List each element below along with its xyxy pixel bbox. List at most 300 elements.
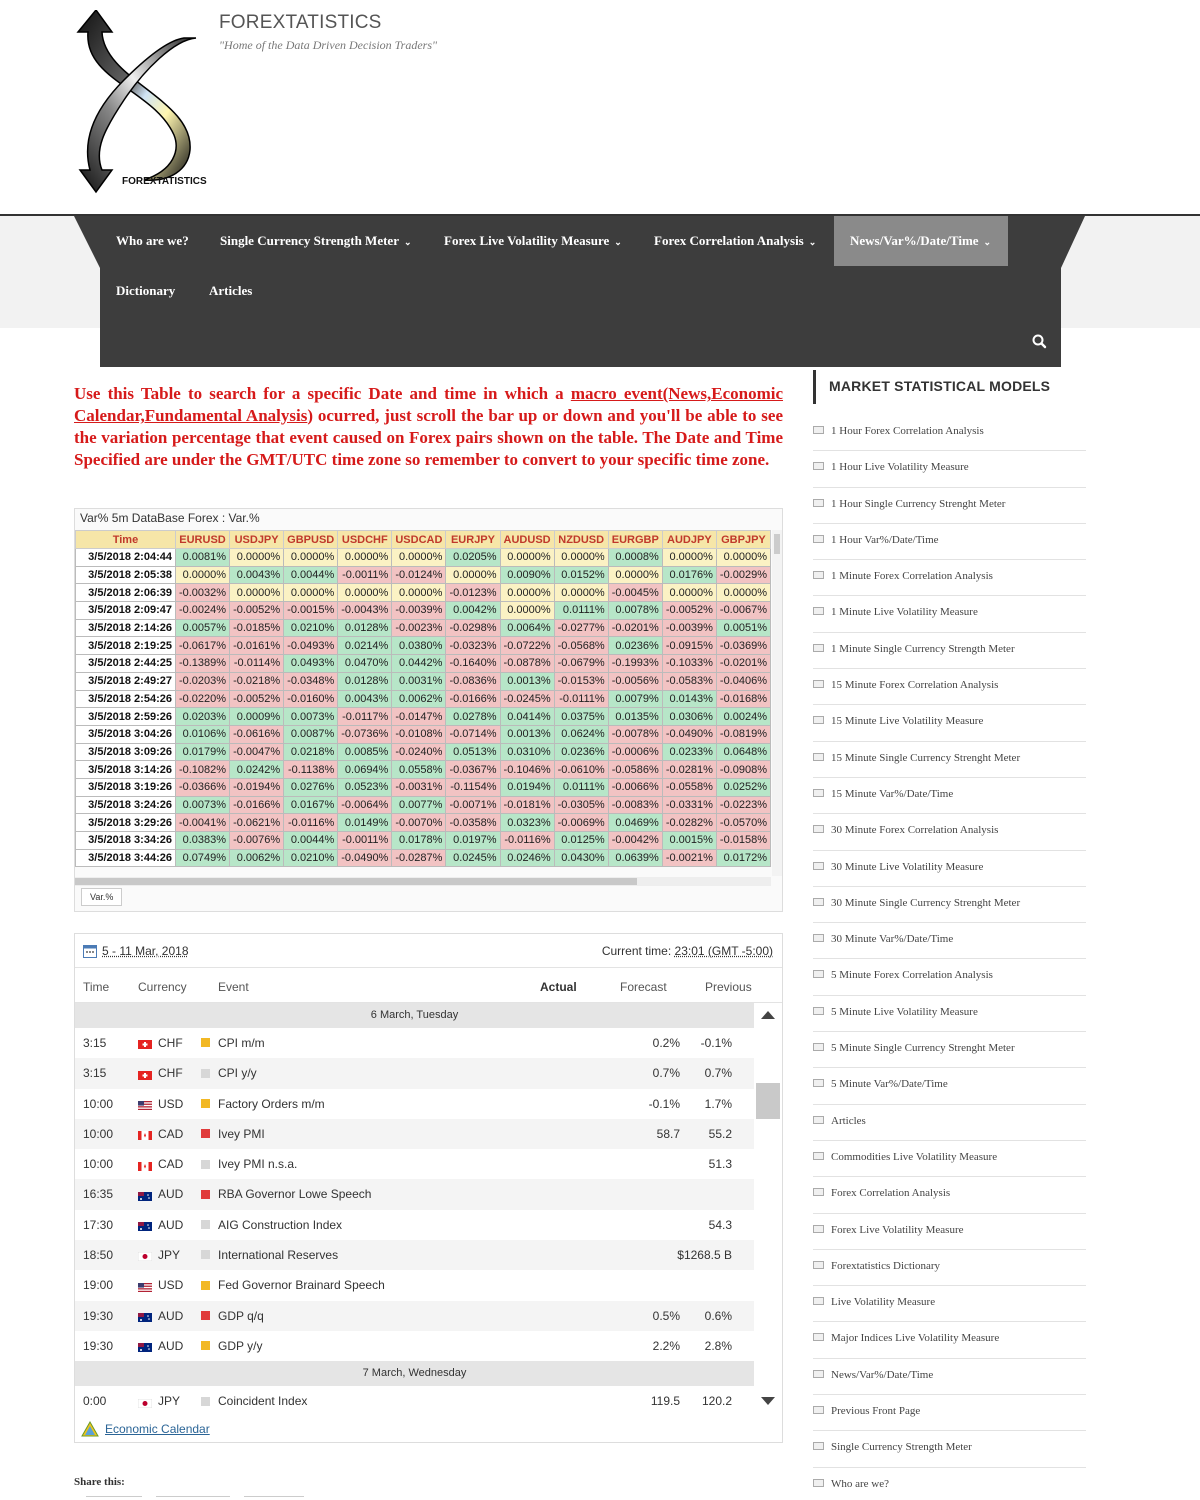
flag-ca-icon	[138, 1129, 152, 1138]
var-cell: 0.0000%	[392, 549, 446, 567]
calendar-event-row[interactable]	[75, 1331, 754, 1361]
var-cell: 0.0125%	[554, 832, 608, 850]
sidebar-link[interactable]	[813, 1395, 1086, 1431]
table-row	[76, 672, 771, 690]
search-icon[interactable]	[1030, 332, 1050, 352]
var-cell: -0.1993%	[608, 655, 662, 673]
page-icon	[813, 716, 824, 724]
event-currency	[138, 1066, 183, 1080]
table-row	[76, 814, 771, 832]
var-cell: -0.0158%	[716, 832, 770, 850]
var-cell: 0.0043%	[230, 566, 284, 584]
event-name	[201, 1127, 265, 1141]
calendar-event-row[interactable]	[75, 1028, 754, 1058]
var-cell: -0.0029%	[716, 566, 770, 584]
var-cell: -0.0011%	[338, 832, 392, 850]
sidebar-link[interactable]	[813, 1105, 1086, 1141]
scrollbar-thumb[interactable]	[756, 1083, 780, 1119]
sidebar-link[interactable]	[813, 1359, 1086, 1395]
var-cell: -0.0610%	[554, 761, 608, 779]
sidebar-link[interactable]	[813, 1322, 1086, 1358]
row-timestamp: 3/5/2018 2:14:26	[76, 619, 176, 637]
var-cell: 0.0149%	[338, 814, 392, 832]
share-buttons	[86, 1496, 306, 1500]
var-cell: 0.0000%	[662, 584, 716, 602]
calendar-event-row[interactable]	[75, 1210, 754, 1240]
var-cell: 0.0242%	[230, 761, 284, 779]
scroll-down-arrow-icon[interactable]	[761, 1397, 775, 1405]
importance-high-icon	[201, 1190, 210, 1199]
page-icon	[813, 1116, 824, 1124]
page-icon	[813, 1333, 824, 1341]
nav-item-forex-correlation-analysis[interactable]	[638, 216, 832, 266]
var-cell: -0.0836%	[446, 672, 500, 690]
share-button[interactable]	[86, 1496, 142, 1500]
page-icon	[813, 1007, 824, 1015]
sidebar-link-label: Single Currency Strength Meter	[831, 1441, 972, 1454]
sidebar-link[interactable]	[813, 415, 1086, 451]
currency-code: AUD	[158, 1308, 184, 1323]
var-cell: 0.0128%	[338, 619, 392, 637]
nav-item-dictionary[interactable]	[100, 266, 191, 316]
nav-wing-left	[74, 216, 100, 268]
calendar-event-row[interactable]	[75, 1301, 754, 1331]
sidebar-link-label: Commodities Live Volatility Measure	[831, 1150, 998, 1163]
row-timestamp: 3/5/2018 3:19:26	[76, 778, 176, 796]
importance-low-icon	[201, 1397, 210, 1406]
calendar-event-row[interactable]	[75, 1386, 754, 1413]
share-button[interactable]	[244, 1496, 304, 1500]
var-cell: 0.0218%	[284, 743, 338, 761]
event-time: 10:00	[83, 1096, 114, 1111]
var-cell: 0.0558%	[392, 761, 446, 779]
var-cell: -0.0043%	[338, 602, 392, 620]
sidebar-link[interactable]	[813, 524, 1086, 560]
sidebar-list	[813, 415, 1086, 1500]
var-cell: -0.0915%	[662, 637, 716, 655]
chevron-down-icon: ⌄	[403, 237, 412, 247]
sidebar-link[interactable]	[813, 1214, 1086, 1250]
sidebar-link[interactable]	[813, 778, 1086, 814]
calendar-event-row[interactable]	[75, 1240, 754, 1270]
economic-calendar-link[interactable]: Economic Calendar	[105, 1422, 210, 1436]
event-label: Ivey PMI	[218, 1126, 265, 1141]
currency-code: AUD	[158, 1217, 184, 1232]
page-icon	[813, 1225, 824, 1233]
sidebar-link-label: 1 Minute Forex Correlation Analysis	[831, 570, 993, 583]
event-name	[201, 1066, 257, 1080]
var-cell: -0.0021%	[662, 849, 716, 867]
calendar-event-row[interactable]	[75, 1270, 754, 1300]
var-table-grid[interactable]	[75, 530, 771, 876]
var-cell: -0.0218%	[230, 672, 284, 690]
sidebar-link-label: Articles	[831, 1114, 866, 1127]
flag-ch-icon	[138, 1069, 152, 1078]
importance-medium-icon	[201, 1281, 210, 1290]
var-cell: -0.1154%	[446, 778, 500, 796]
sidebar-link[interactable]	[813, 488, 1086, 524]
event-time: 19:00	[83, 1278, 114, 1293]
var-cell: 0.0000%	[554, 584, 608, 602]
calendar-icon	[83, 944, 97, 958]
var-cell: 0.0414%	[500, 708, 554, 726]
sidebar-link[interactable]	[813, 923, 1086, 959]
page-icon	[813, 426, 824, 434]
var-cell: 0.0203%	[175, 708, 229, 726]
sidebar-link[interactable]	[813, 1141, 1086, 1177]
var-cell: -0.0722%	[500, 637, 554, 655]
sidebar-link[interactable]	[813, 1431, 1086, 1467]
site-title[interactable]: FOREXTATISTICS	[219, 12, 382, 33]
sidebar-link[interactable]	[813, 851, 1086, 887]
var-cell: -0.0714%	[446, 725, 500, 743]
col-currency: Currency	[138, 980, 187, 994]
page-icon	[813, 898, 824, 906]
var-cell: -0.0117%	[338, 708, 392, 726]
site-logo[interactable]	[74, 10, 216, 195]
page-icon	[813, 571, 824, 579]
row-timestamp: 3/5/2018 3:09:26	[76, 743, 176, 761]
nav-wing-right	[1061, 216, 1085, 268]
var-cell: -0.0568%	[554, 637, 608, 655]
calendar-event-row[interactable]	[75, 1119, 754, 1149]
sidebar-link[interactable]	[813, 1068, 1086, 1104]
var-cell: 0.0000%	[230, 584, 284, 602]
var-table-header	[76, 531, 771, 549]
currency-code: CAD	[158, 1126, 184, 1141]
macro-event-link[interactable]: macro event(News,Economic Calendar,Fundamental Analysis	[74, 384, 784, 425]
var-cell: -0.0015%	[284, 602, 338, 620]
var-cell: 0.0024%	[716, 708, 770, 726]
var-cell: 0.0252%	[716, 778, 770, 796]
var-cell: -0.0045%	[608, 584, 662, 602]
var-cell: 0.0081%	[175, 549, 229, 567]
var-cell: 0.0000%	[500, 549, 554, 567]
sidebar-link[interactable]	[813, 669, 1086, 705]
event-label: AIG Construction Index	[218, 1217, 343, 1232]
scrollbar-thumb[interactable]	[75, 878, 637, 885]
event-name	[201, 1036, 265, 1050]
var-cell: -0.0185%	[230, 619, 284, 637]
var-cell: 0.0111%	[554, 602, 608, 620]
page-icon	[813, 1188, 824, 1196]
var-cell: -0.0039%	[662, 619, 716, 637]
var-cell: 0.0323%	[500, 814, 554, 832]
sidebar-link[interactable]	[813, 1286, 1086, 1322]
col-actual: Actual	[540, 980, 577, 994]
event-name	[201, 1278, 385, 1292]
var-cell: 0.0375%	[554, 708, 608, 726]
sheet-tab-var[interactable]: Var.%	[81, 888, 122, 906]
column-header-pair: USDCHF	[338, 531, 392, 549]
calendar-event-row[interactable]	[75, 1058, 754, 1088]
flag-au-icon	[138, 1341, 152, 1350]
var-cell: -0.0066%	[608, 778, 662, 796]
var-cell: -0.0031%	[392, 778, 446, 796]
event-label: Fed Governor Brainard Speech	[218, 1278, 385, 1293]
var-cell: -0.0490%	[662, 725, 716, 743]
currency-code: AUD	[158, 1338, 184, 1353]
row-timestamp: 3/5/2018 2:05:38	[76, 566, 176, 584]
row-timestamp: 3/5/2018 3:24:26	[76, 796, 176, 814]
var-cell: -0.0586%	[608, 761, 662, 779]
flag-jp-icon	[138, 1250, 152, 1259]
row-timestamp: 3/5/2018 2:19:25	[76, 637, 176, 655]
event-currency	[138, 1278, 183, 1292]
row-timestamp: 3/5/2018 2:54:26	[76, 690, 176, 708]
nav-item-forex-live-volatility-measure[interactable]	[428, 216, 638, 266]
table-row	[76, 743, 771, 761]
calendar-event-row[interactable]	[75, 1149, 754, 1179]
nav-label: Dictionary	[116, 283, 176, 298]
var-cell: -0.0076%	[230, 832, 284, 850]
sidebar-link[interactable]	[813, 451, 1086, 487]
event-name	[201, 1339, 262, 1353]
event-previous: 51.3	[708, 1157, 732, 1172]
var-cell: 0.0013%	[500, 725, 554, 743]
event-forecast: 0.2%	[652, 1036, 680, 1050]
sidebar-link-label: News/Var%/Date/Time	[831, 1368, 934, 1381]
var-cell: 0.0210%	[284, 849, 338, 867]
event-currency	[138, 1248, 180, 1262]
calendar-events-list[interactable]	[75, 1003, 754, 1413]
var-cell: -0.0123%	[446, 584, 500, 602]
event-forecast: 119.5	[650, 1394, 680, 1409]
var-cell: 0.0749%	[175, 849, 229, 867]
var-cell: 0.0000%	[554, 549, 608, 567]
site-header	[0, 0, 1200, 216]
page-icon	[813, 499, 824, 507]
importance-low-icon	[201, 1160, 210, 1169]
var-table-body	[76, 549, 771, 867]
page-icon	[813, 934, 824, 942]
row-timestamp: 3/5/2018 2:06:39	[76, 584, 176, 602]
nav-item-who-are-we[interactable]	[100, 216, 205, 266]
var-cell: -0.0281%	[662, 761, 716, 779]
col-forecast: Forecast	[620, 980, 667, 994]
var-cell: 0.0624%	[554, 725, 608, 743]
row-timestamp: 3/5/2018 3:14:26	[76, 761, 176, 779]
calendar-scrollbar[interactable]	[755, 1003, 781, 1413]
currency-code: CHF	[158, 1036, 183, 1050]
importance-high-icon	[201, 1129, 210, 1138]
current-time	[602, 944, 773, 958]
nav-label: Forex Live Volatility Measure	[444, 233, 610, 248]
var-cell: 0.0310%	[500, 743, 554, 761]
var-cell: -0.0052%	[662, 602, 716, 620]
page-icon	[813, 1479, 824, 1487]
var-cell: -0.0071%	[446, 796, 500, 814]
sidebar-link-label: Previous Front Page	[831, 1405, 921, 1418]
var-cell: 0.0000%	[716, 549, 770, 567]
chevron-down-icon: ⌄	[808, 237, 817, 247]
var-cell: 0.0128%	[338, 672, 392, 690]
var-cell: -0.0047%	[230, 743, 284, 761]
page-icon	[813, 825, 824, 833]
var-table-vertical-scrollbar[interactable]	[772, 530, 782, 876]
sidebar-link[interactable]	[813, 596, 1086, 632]
var-cell: -0.0490%	[338, 849, 392, 867]
event-time: 10:00	[83, 1157, 114, 1172]
var-cell: -0.0348%	[284, 672, 338, 690]
calendar-event-row[interactable]	[75, 1179, 754, 1209]
importance-low-icon	[201, 1220, 210, 1229]
timezone-selector[interactable]: 23:01 (GMT -5:00)	[674, 944, 773, 958]
sidebar-link-label: 5 Minute Forex Correlation Analysis	[831, 969, 993, 982]
var-table-horizontal-scrollbar[interactable]	[75, 877, 771, 886]
column-header-pair: USDJPY	[230, 531, 284, 549]
sidebar-link[interactable]	[813, 996, 1086, 1032]
var-cell: 0.0008%	[608, 549, 662, 567]
var-cell: -0.0011%	[338, 566, 392, 584]
var-cell: -0.0181%	[500, 796, 554, 814]
intro-part-1: Use this Table to search for a specific Date and time in which a	[74, 384, 571, 403]
importance-medium-icon	[201, 1341, 210, 1350]
sidebar-link[interactable]	[813, 1032, 1086, 1068]
page-icon	[813, 1406, 824, 1414]
var-cell: -0.0039%	[392, 602, 446, 620]
page-icon	[813, 644, 824, 652]
calendar-event-row[interactable]	[75, 1089, 754, 1119]
event-previous: -0.1%	[700, 1036, 732, 1050]
var-cell: 0.0031%	[392, 672, 446, 690]
var-cell: 0.0306%	[662, 708, 716, 726]
share-button[interactable]	[156, 1496, 230, 1500]
row-timestamp: 3/5/2018 3:04:26	[76, 725, 176, 743]
var-cell: 0.0523%	[338, 778, 392, 796]
row-timestamp: 3/5/2018 3:44:26	[76, 849, 176, 867]
currency-code: USD	[158, 1096, 184, 1111]
event-forecast: 0.5%	[652, 1308, 680, 1323]
column-header-pair: EURGBP	[608, 531, 662, 549]
var-cell: 0.0167%	[284, 796, 338, 814]
var-cell: 0.0090%	[500, 566, 554, 584]
nav-item-single-currency-strength-meter[interactable]	[204, 216, 428, 266]
var-cell: 0.0493%	[284, 655, 338, 673]
table-row	[76, 778, 771, 796]
sidebar-link[interactable]	[813, 1468, 1086, 1500]
table-row	[76, 832, 771, 850]
sidebar-link[interactable]	[813, 633, 1086, 669]
event-name	[201, 1157, 297, 1171]
var-cell: -0.0166%	[230, 796, 284, 814]
var-cell: -0.0114%	[230, 655, 284, 673]
var-cell: 0.0000%	[662, 549, 716, 567]
var-cell: 0.0246%	[500, 849, 554, 867]
sidebar-link[interactable]	[813, 560, 1086, 596]
column-header-pair: AUDJPY	[662, 531, 716, 549]
var-cell: 0.0178%	[392, 832, 446, 850]
var-cell: -0.0282%	[662, 814, 716, 832]
chevron-down-icon: ⌄	[614, 237, 622, 247]
date-range-selector[interactable]: 5 - 11 Mar, 2018	[102, 944, 189, 958]
var-cell: 0.0176%	[662, 566, 716, 584]
sidebar-link[interactable]	[813, 1177, 1086, 1213]
sidebar-link[interactable]	[813, 814, 1086, 850]
page-icon	[813, 1442, 824, 1450]
var-cell: 0.0205%	[446, 549, 500, 567]
var-cell: 0.0000%	[284, 549, 338, 567]
economic-calendar-widget	[74, 933, 783, 1443]
var-cell: -0.0108%	[392, 725, 446, 743]
sidebar-link-label: 1 Hour Live Volatility Measure	[831, 461, 969, 474]
var-cell: 0.0179%	[175, 743, 229, 761]
sidebar-link-label: Forex Live Volatility Measure	[831, 1223, 964, 1236]
var-cell: -0.0305%	[554, 796, 608, 814]
sidebar-link[interactable]	[813, 742, 1086, 778]
calendar-top-bar	[75, 934, 782, 968]
var-cell: -0.0042%	[608, 832, 662, 850]
event-previous: 0.7%	[704, 1066, 732, 1081]
sidebar-link[interactable]	[813, 705, 1086, 741]
var-cell: 0.0042%	[446, 602, 500, 620]
var-cell: -0.0041%	[175, 814, 229, 832]
var-cell: 0.0197%	[446, 832, 500, 850]
flag-au-icon	[138, 1220, 152, 1229]
metaquotes-logo-icon	[81, 1421, 99, 1437]
table-row	[76, 796, 771, 814]
sidebar-link[interactable]	[813, 1250, 1086, 1286]
sidebar-link[interactable]	[813, 887, 1086, 923]
var-cell: 0.0214%	[338, 637, 392, 655]
event-time: 10:00	[83, 1126, 114, 1141]
event-label: CPI y/y	[218, 1066, 257, 1081]
event-currency	[138, 1339, 183, 1353]
nav-item-news-var-date-time[interactable]	[834, 216, 1008, 266]
var-cell: 0.0194%	[500, 778, 554, 796]
var-cell: 0.0044%	[284, 832, 338, 850]
scrollbar-thumb[interactable]	[774, 534, 780, 554]
sidebar-link-label: 30 Minute Live Volatility Measure	[831, 860, 984, 873]
var-cell: -0.0908%	[716, 761, 770, 779]
var-cell: 0.0015%	[662, 832, 716, 850]
page-icon	[813, 1079, 824, 1087]
var-cell: 0.0009%	[230, 708, 284, 726]
nav-label: Forex Correlation Analysis	[654, 233, 804, 248]
var-cell: 0.0000%	[284, 584, 338, 602]
var-cell: -0.0819%	[716, 725, 770, 743]
event-previous: 0.6%	[704, 1308, 732, 1323]
sidebar-link-label: 30 Minute Single Currency Strenght Meter	[831, 896, 1021, 909]
scroll-up-arrow-icon[interactable]	[761, 1011, 775, 1019]
var-cell: 0.0694%	[338, 761, 392, 779]
importance-medium-icon	[201, 1099, 210, 1108]
event-label: International Reserves	[218, 1248, 339, 1263]
sidebar-link-label: 5 Minute Live Volatility Measure	[831, 1005, 978, 1018]
event-time: 19:30	[83, 1338, 114, 1353]
page-icon	[813, 862, 824, 870]
event-name	[201, 1309, 264, 1323]
column-header-pair: USDCAD	[392, 531, 446, 549]
nav-item-articles[interactable]	[193, 266, 268, 316]
var-cell: -0.0052%	[230, 602, 284, 620]
event-previous: $1268.5 B	[677, 1248, 732, 1263]
row-timestamp: 3/5/2018 2:04:44	[76, 549, 176, 567]
var-cell: 0.0000%	[338, 584, 392, 602]
var-cell: -0.0023%	[392, 619, 446, 637]
var-cell: 0.0513%	[446, 743, 500, 761]
row-timestamp: 3/5/2018 3:29:26	[76, 814, 176, 832]
column-header-pair: GBPUSD	[284, 531, 338, 549]
var-cell: 0.0143%	[662, 690, 716, 708]
var-cell: -0.0583%	[662, 672, 716, 690]
var-cell: -0.0166%	[446, 690, 500, 708]
var-cell: -0.0124%	[392, 566, 446, 584]
var-cell: 0.0210%	[284, 619, 338, 637]
var-cell: -0.0083%	[608, 796, 662, 814]
sidebar-link[interactable]	[813, 959, 1086, 995]
var-cell: 0.0172%	[716, 849, 770, 867]
